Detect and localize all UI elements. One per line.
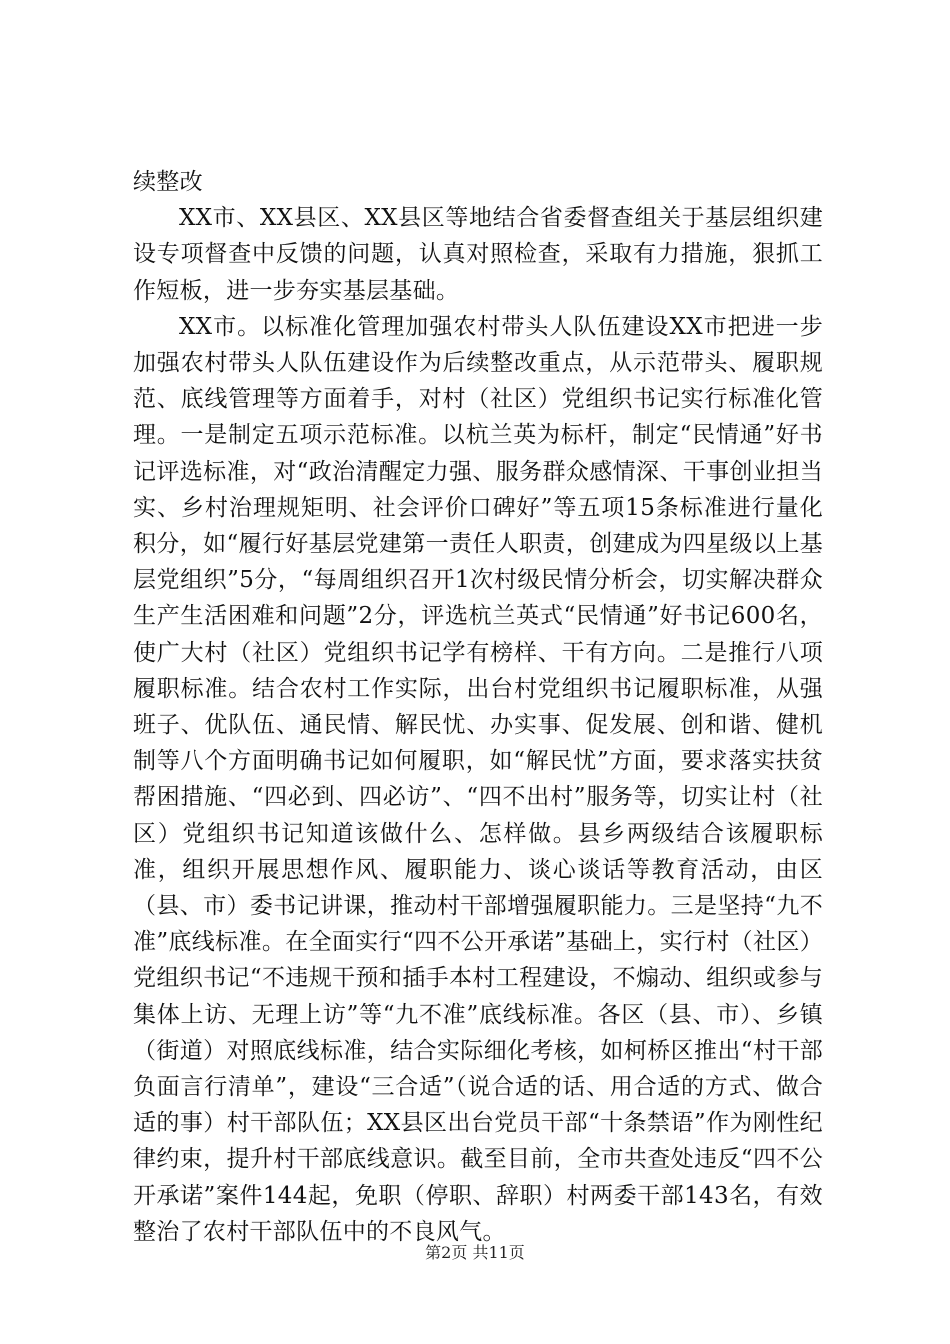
paragraph-continuation: 续整改 [133,169,203,195]
paragraph-intro: XX市、XX县区、XX县区等地结合省委督查组关于基层组织建设专项督查中反馈的问题，认真对照检查，采取有力措施，狠抓工作短板，进一步夯实基层基础。 [133,205,823,304]
paragraph-city-report: XX市。以标准化管理加强农村带头人队伍建设XX市把进一步加强农村带头人队伍建设作为后续整改重点，从示范带头、履职规范、底线管理等方面着手，对村（社区）党组织书记实行标准化管理。一是制定五项示范标准。以杭兰英为标杆，制定“民情通”好书记评选标准，对“政治清醒定力强、服务群众感情深、干事创业担当实、乡村治理规矩明、社会评价口碑好”等五项15条标准进行量化积分，如“履行好基层党建第一责任人职责，创建成为四星级以上基层党组织”5分，“每周组织召开1次村级民情分析会，切实解决群众生产生活困难和问题”2分，评选杭兰英式“民情通”好书记600名，使广大村（社区）党组织书记学有榜样、干有方向。二是推行八项履职标准。结合农村工作实际，出台村党组织书记履职标准，从强班子、优队伍、通民情、解民忧、办实事、促发展、创和谐、健机制等八个方面明确书记如何履职，如“解民忧”方面，要求落实扶贫帮困措施、“四必到、四必访”、“四不出村”服务等，切实让村（社区）党组织书记知道该做什么、怎样做。县乡两级结合该履职标准，组织开展思想作风、履职能力、谈心谈话等教育活动，由区（县、市）委书记讲课，推动村干部增强履职能力。三是坚持“九不准”底线标准。在全面实行“四不公开承诺”基础上，实行村（社区）党组织书记“不违规干预和插手本村工程建设，不煽动、组织或参与集体上访、无理上访”等“九不准”底线标准。各区（县、市）、乡镇（街道）对照底线标准，结合实际细化考核，如柯桥区推出“村干部负面言行清单”，建设“三合适”（说合适的话、用合适的方式、做合适的事）村干部队伍；XX县区出台党员干部“十条禁语”作为刚性纪律约束，提升村干部底线意识。截至目前，全市共查处违反“四不公开承诺”案件144起，免职（停职、辞职）村两委干部143名，有效整治了农村干部队伍中的不良风气。 [133,313,823,1245]
page-number-footer: 第2页 共11页 [425,1243,525,1262]
document-body [133,164,823,1250]
